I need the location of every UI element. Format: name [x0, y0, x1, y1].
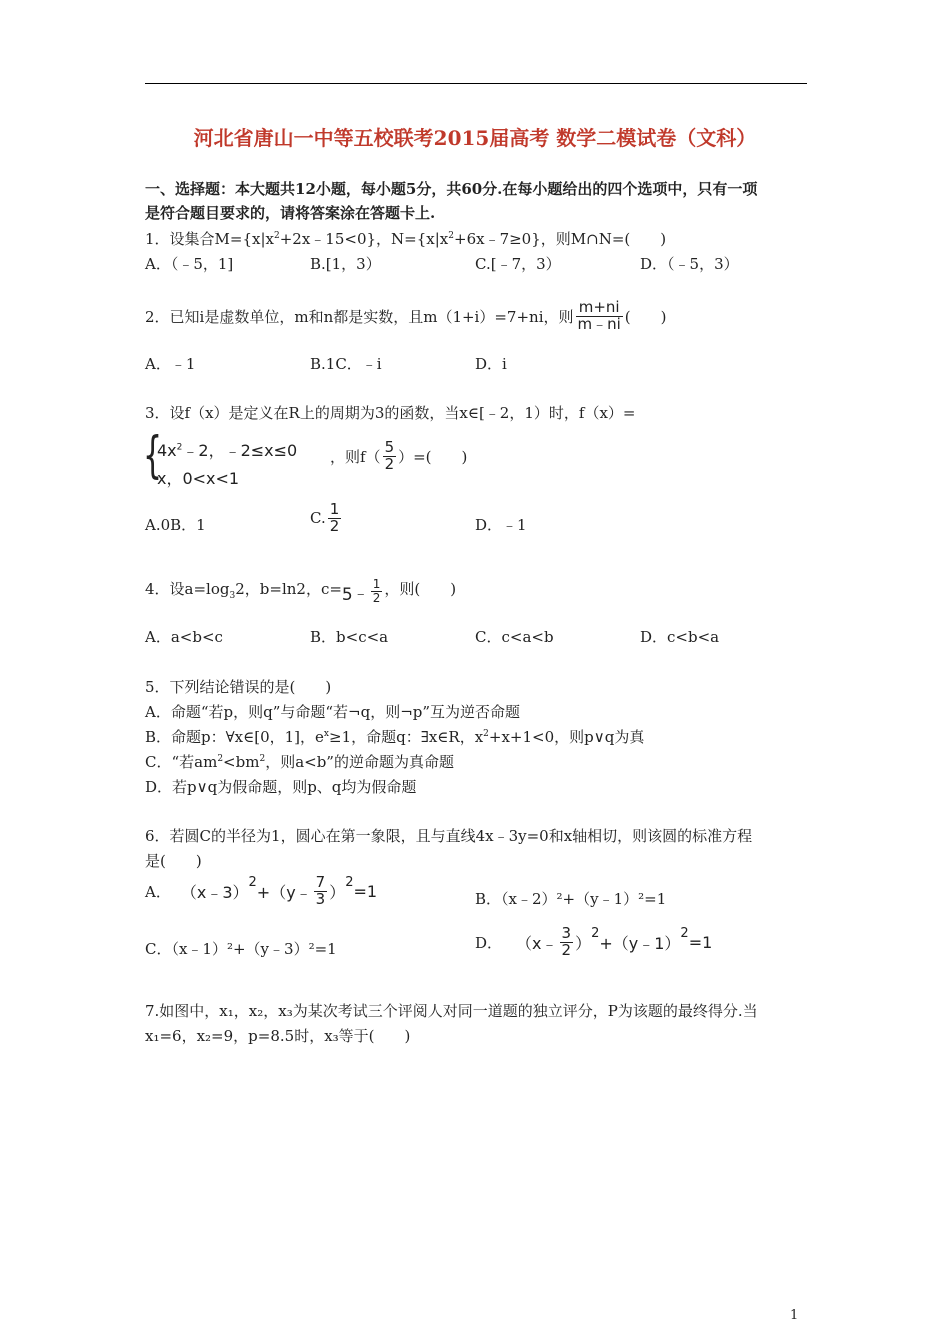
q1-option-b[interactable]: B.[1，3）: [310, 255, 381, 273]
q4-option-a[interactable]: A．a<b<c: [145, 628, 223, 646]
section-heading-line1: 一、选择题：本大题共12小题，每小题5分，共60分.在每小题给出的四个选项中，只有一项: [145, 180, 758, 198]
question-4-stem: 4．设a=log $_3$ 2，b=ln2，c= 5 ﹣ $\frac{1}{2}$ ，则( ): [145, 577, 457, 605]
question-6-stem-line2: 是( ): [145, 852, 202, 870]
q2-fraction: $\frac{m+ni}{m﹣ni}$: [577, 298, 621, 333]
q1-option-c[interactable]: C.[﹣7，3）: [475, 255, 561, 273]
q3-option-c[interactable]: C. $\frac{1}{2}$: [310, 500, 340, 535]
q3-option-d[interactable]: D．﹣1: [475, 516, 527, 534]
q6-option-c[interactable]: C．（x﹣1）²+（y﹣3）²=1: [145, 940, 337, 958]
q4-option-c[interactable]: C．c<a<b: [475, 628, 554, 646]
q3-case-2: x，0<x<1: [157, 469, 240, 488]
question-7-stem-line2: x₁=6，x₂=9，p=8.5时，x₃等于( ): [145, 1027, 411, 1045]
question-3-stem: 3．设f（x）是定义在R上的周期为3的函数，当x∈[﹣2，1）时，f（x）=: [145, 404, 636, 422]
q3-left-brace: {: [143, 426, 163, 484]
q3-fraction: $\frac{5}{2}$: [384, 438, 395, 473]
q4-option-b[interactable]: B．b<c<a: [310, 628, 389, 646]
q4-exponent: ﹣ $\frac{1}{2}$: [352, 577, 381, 605]
page-number: 1: [790, 1308, 799, 1323]
question-1-stem: 1．设集合$M=\{x|x^2+2x﹣15<0\}$，$N=\{x|x^2+6x﹣7\ge 0\}$，则M∩N=( ): [145, 230, 667, 248]
q1-option-a[interactable]: A．（﹣5，1]: [145, 255, 234, 273]
question-5-stem: 5．下列结论错误的是( ): [145, 678, 332, 696]
question-7-stem-line1: 7.如图中，x₁，x₂，x₃为某次考试三个评阅人对同一道题的独立评分，P为该题的最终得分.当: [145, 1002, 758, 1020]
q5-option-d[interactable]: D．若p∨q为假命题，则p、q均为假命题: [145, 778, 417, 796]
q2-option-d[interactable]: D．i: [475, 355, 507, 373]
q4-option-d[interactable]: D．c<b<a: [640, 628, 720, 646]
q5-option-c[interactable]: C．“若$am^2<bm^2$，则a<b”的逆命题为真命题: [145, 753, 454, 771]
q5-option-a[interactable]: A．命题“若p，则q”与命题“若¬q，则¬p”互为逆否命题: [145, 703, 521, 721]
q3-option-ab[interactable]: A.0B．1: [145, 516, 206, 534]
q3-option-c-fraction: $\frac{1}{2}$: [329, 500, 340, 535]
question-2-stem: 2．已知i是虚数单位，m和n都是实数，且m（1+i）=7+ni，则 $\frac{m+ni}{m﹣ni}$ ( ): [145, 298, 667, 333]
q3-case-1: $4x^2﹣2$，﹣2≤x≤0: [157, 441, 298, 460]
q6-option-d[interactable]: D． （x﹣ $\frac{3}{2}$ ） 2 +（y﹣1） 2 =1: [475, 924, 713, 959]
section-heading-line2: 是符合题目要求的，请将答案涂在答题卡上.: [145, 204, 436, 222]
q6-option-b[interactable]: B．（x﹣2）²+（y﹣1）²=1: [475, 890, 667, 908]
q1-option-d[interactable]: D．（﹣5，3）: [640, 255, 739, 273]
q2-option-bc[interactable]: B.1C．﹣i: [310, 355, 382, 373]
question-6-stem-line1: 6．若圆C的半径为1，圆心在第一象限，且与直线4x﹣3y=0和x轴相切，则该圆的标准方程: [145, 827, 753, 845]
header-rule: [145, 83, 807, 84]
q2-option-a[interactable]: A．﹣1: [145, 355, 196, 373]
q3-evaluate: ，则f（ $\frac{5}{2}$ ）=( ): [330, 438, 468, 473]
q6-option-a[interactable]: A． （x﹣3） 2 +（y﹣ $\frac{7}{3}$ ） 2 =1: [145, 873, 378, 908]
page-title: 河北省唐山一中等五校联考2015届高考 数学二模试卷（文科）: [193, 126, 757, 150]
q5-option-b[interactable]: B．命题p：∀x∈[0，1]，$e^x\ge 1$，命题q：∃x∈R，$x^2+x+1<0$，则p∨q为真: [145, 728, 645, 746]
